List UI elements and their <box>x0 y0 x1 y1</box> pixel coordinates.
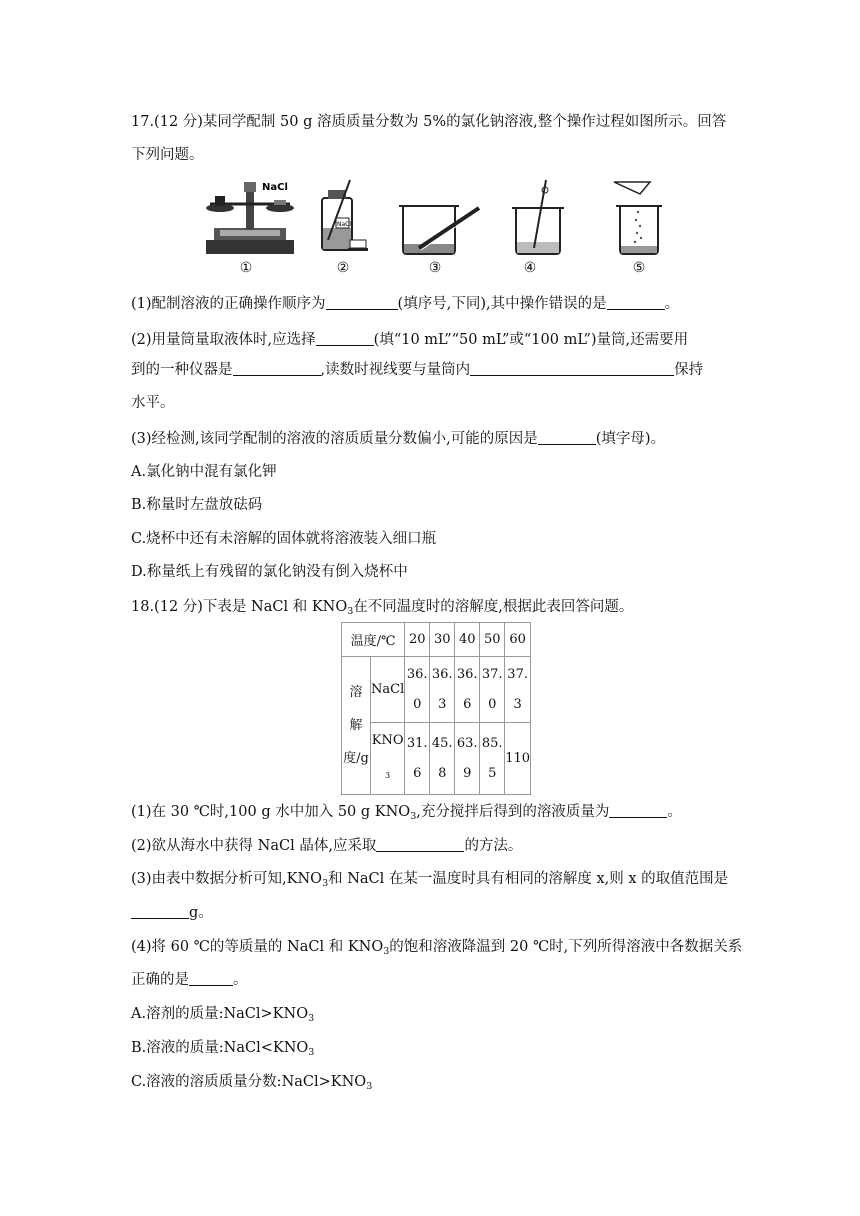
answer-blank[interactable] <box>470 361 674 376</box>
balance-figure <box>200 178 300 258</box>
q18-part3-line1: (3)由表中数据分析可知$,KNO_3$和 NaCl 在某一温度时具有相同的溶解度 x,则 x 的取值范围是 <box>131 871 729 889</box>
fig-num-1: ① <box>239 260 253 276</box>
kno3-label: KNO 3 <box>371 723 405 795</box>
q17-part2-line3: 水平。 <box>131 395 175 411</box>
q17-figure <box>200 178 670 278</box>
reagent-bottle-figure <box>312 178 372 258</box>
q17-part1: (1)配制溶液的正确操作顺序为 (填序号,下同),其中操作错误的是 。 <box>131 296 680 312</box>
answer-blank[interactable] <box>326 295 398 310</box>
q18-option-b: B.溶液的质量$:NaCl<KNO_3$ <box>131 1040 315 1058</box>
q18-part3-line2: g。 <box>131 903 213 923</box>
answer-blank[interactable] <box>607 295 665 310</box>
svg-text:NaCl: NaCl <box>337 221 352 228</box>
value-cell: 85. 5 <box>480 723 505 795</box>
q17-part2-line1: (2)用量筒量取液体时,应选择 (填“10 mL”“50 mL”或“100 mL”)量筒,还需要用 <box>131 332 689 348</box>
answer-blank[interactable] <box>189 971 233 986</box>
value-cell: 36. 0 <box>405 657 430 723</box>
q18-option-c: C.溶液的溶质质量分数$:NaCl>KNO_3$ <box>131 1074 373 1092</box>
q18-part1: (1)在 30 ℃时,100 g 水中加入 50 g $KNO_3$,充分搅拌后得到的溶液质量为 。 <box>131 804 682 822</box>
solubility-table <box>341 622 531 795</box>
q18-part2: (2)欲从海水中获得 NaCl 晶体,应采取 的方法。 <box>131 838 523 854</box>
temp-cell: 40 <box>455 623 480 657</box>
fig-num-3: ③ <box>428 260 442 276</box>
temp-cell: 30 <box>430 623 455 657</box>
value-cell: 36. 3 <box>430 657 455 723</box>
temp-cell: 50 <box>480 623 505 657</box>
fig-num-2: ② <box>336 260 350 276</box>
nacl-label: NaCl <box>262 182 288 193</box>
q18-part4-line1: (4)将 60 ℃的等质量的 NaCl 和 $KNO_3$的饱和溶液降温到 20 ℃时,下列所得溶液中各数据关系 <box>131 939 743 957</box>
answer-blank[interactable] <box>131 904 189 919</box>
answer-blank[interactable] <box>233 361 321 376</box>
nacl-label: NaCl <box>371 657 405 723</box>
q18-title: 18.(12 分)下表是 NaCl 和 $KNO_3$在不同温度时的溶解度,根据此表回答问题。 <box>131 599 634 617</box>
adding-solid-figure <box>610 178 670 258</box>
stirring-figure <box>510 178 570 258</box>
value-cell: 37. 3 <box>505 657 531 723</box>
q17-line2: 下列问题。 <box>131 147 204 163</box>
answer-blank[interactable] <box>316 331 374 346</box>
temp-header: 温度/℃ <box>342 623 405 657</box>
q17-option-a: A.氯化钠中混有氯化钾 <box>131 464 277 480</box>
value-cell: 110 <box>505 723 531 795</box>
q17-option-d: D.称量纸上有残留的氯化钠没有倒入烧杯中 <box>131 564 408 580</box>
value-cell: 31. 6 <box>405 723 430 795</box>
q17-option-c: C.烧杯中还有未溶解的固体就将溶液装入细口瓶 <box>131 531 437 547</box>
q17-option-b: B.称量时左盘放砝码 <box>131 497 263 513</box>
q17-part2-line2: 到的一种仪器是 ,读数时视线要与量筒内 保持 <box>131 362 704 378</box>
fig-num-4: ④ <box>523 260 537 276</box>
solubility-row-label: 溶 解 度/g <box>342 657 371 795</box>
q17-line1: 17.(12 分)某同学配制 50 g 溶质质量分数为 5%的氯化钠溶液,整个操作过程如图所示。回答 <box>131 114 727 130</box>
q17-part3: (3)经检测,该同学配制的溶液的溶质质量分数偏小,可能的原因是 (填字母)。 <box>131 431 666 447</box>
value-cell: 36. 6 <box>455 657 480 723</box>
answer-blank[interactable] <box>609 803 667 818</box>
value-cell: 37. 0 <box>480 657 505 723</box>
value-cell: 63. 9 <box>455 723 480 795</box>
q18-option-a: A.溶剂的质量$:NaCl>KNO_3$ <box>131 1006 315 1024</box>
pouring-figure <box>395 178 485 258</box>
fig-num-5: ⑤ <box>632 260 646 276</box>
q18-part4-line2: 正确的是 。 <box>131 972 248 988</box>
value-cell: 45. 8 <box>430 723 455 795</box>
temp-cell: 60 <box>505 623 531 657</box>
answer-blank[interactable] <box>538 430 596 445</box>
answer-blank[interactable] <box>376 837 464 852</box>
temp-cell: 20 <box>405 623 430 657</box>
